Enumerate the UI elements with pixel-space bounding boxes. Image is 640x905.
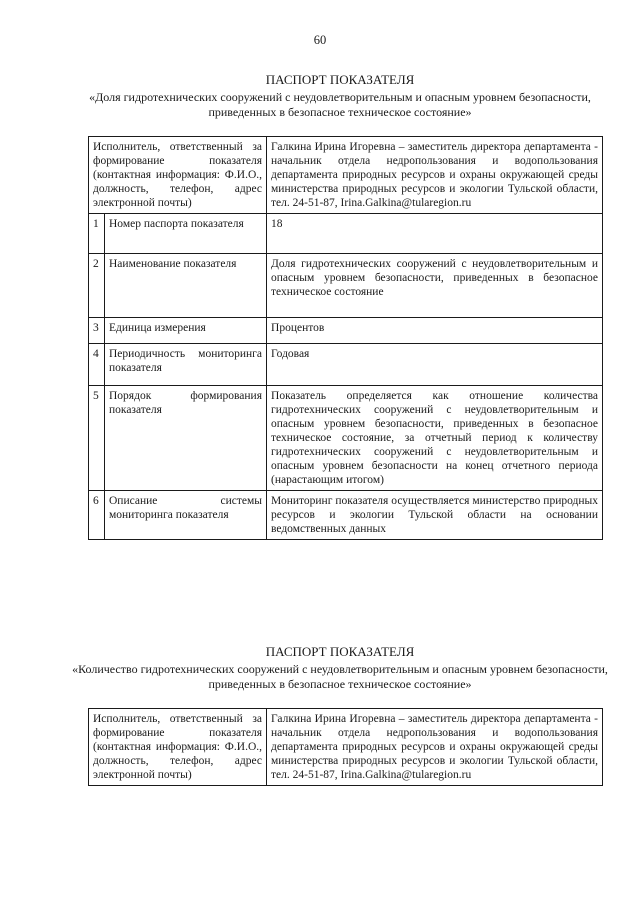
row-number: 5 (89, 386, 105, 491)
passport-2-heading: ПАСПОРТ ПОКАЗАТЕЛЯ (265, 644, 415, 659)
row-value: Мониторинг показателя осуществляется министерство природных ресурсов и экологии Тульской области на основании ведомственных данных (267, 491, 603, 540)
executor-label: Исполнитель, ответственный за формирование показателя (контактная информация: Ф.И.О., должность, телефон, адрес электронной почты) (89, 709, 267, 786)
passport-1-subtitle: «Доля гидротехнических сооружений с неудовлетворительным и опасным уровнем безопасности, приведенных в безопасное техническое состояние» (89, 90, 591, 119)
table-row (89, 214, 603, 254)
row-value: Доля гидротехнических сооружений с неудовлетворительным и опасным уровнем безопасности, приведенных в безопасное техническое состояние (267, 254, 603, 318)
row-number: 4 (89, 344, 105, 386)
table-row (89, 318, 603, 344)
row-label: Описание системы мониторинга показателя (105, 491, 267, 540)
row-value: Процентов (267, 318, 603, 344)
row-number: 6 (89, 491, 105, 540)
row-number: 1 (89, 214, 105, 254)
row-label: Номер паспорта показателя (105, 214, 267, 254)
executor-row (89, 709, 603, 786)
table-row (89, 491, 603, 540)
executor-value: Галкина Ирина Игоревна – заместитель директора департамента - начальник отдела недропользования и водопользования департамента природных ресурсов и охраны окружающей среды министерства природных ресурсов и экологии Тульской области, тел. 24-51-87, Irina.Galkina@tularegion.ru (267, 137, 603, 214)
passport-2-table (88, 708, 603, 786)
row-value: 18 (267, 214, 603, 254)
page-number: 60 (313, 33, 327, 47)
table-row (89, 386, 603, 491)
table-row (89, 254, 603, 318)
row-label: Периодичность мониторинга показателя (105, 344, 267, 386)
row-label: Наименование показателя (105, 254, 267, 318)
row-number: 3 (89, 318, 105, 344)
row-value: Годовая (267, 344, 603, 386)
row-label: Порядок формирования показателя (105, 386, 267, 491)
passport-2-subtitle: «Количество гидротехнических сооружений с неудовлетворительным и опасным уровнем безопасности, приведенных в безопасное техническое состояние» (72, 662, 608, 691)
executor-label: Исполнитель, ответственный за формирование показателя (контактная информация: Ф.И.О., должность, телефон, адрес электронной почты) (89, 137, 267, 214)
passport-1-heading: ПАСПОРТ ПОКАЗАТЕЛЯ (265, 72, 415, 87)
executor-row (89, 137, 603, 214)
row-value: Показатель определяется как отношение количества гидротехнических сооружений с неудовлетворительным и опасным уровнем безопасности, приведенных в безопасное техническое состояние, за отчетный период к количеству гидротехнических сооружений с неудовлетворительным и опасным уровнем безопасности на конец отчетного периода (нарастающим итогом) (267, 386, 603, 491)
executor-value: Галкина Ирина Игоревна – заместитель директора департамента - начальник отдела недропользования и водопользования департамента природных ресурсов и охраны окружающей среды министерства природных ресурсов и экологии Тульской области, тел. 24-51-87, Irina.Galkina@tularegion.ru (267, 709, 603, 786)
passport-1-table (88, 136, 603, 540)
row-label: Единица измерения (105, 318, 267, 344)
row-number: 2 (89, 254, 105, 318)
table-row (89, 344, 603, 386)
